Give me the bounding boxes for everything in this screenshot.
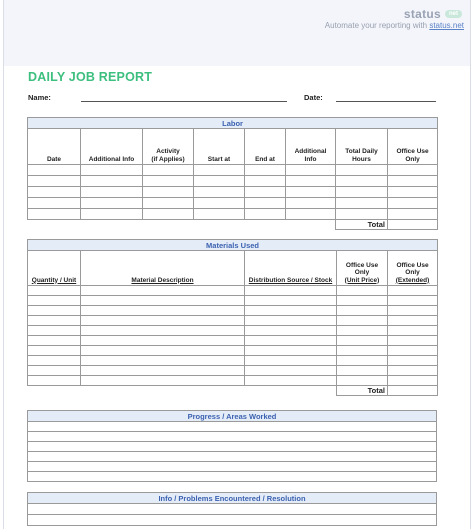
materials-cell[interactable] (28, 346, 81, 356)
date-field[interactable] (336, 101, 436, 102)
materials-row (28, 346, 438, 356)
materials-cell[interactable] (28, 376, 81, 386)
labor-cell[interactable] (286, 165, 336, 176)
labor-cell[interactable] (194, 198, 245, 209)
materials-header-row (28, 251, 438, 286)
materials-row (28, 356, 438, 366)
materials-cell[interactable] (81, 316, 245, 326)
materials-cell[interactable] (388, 356, 438, 366)
materials-table (27, 239, 438, 396)
materials-cell[interactable] (388, 296, 438, 306)
col-additional-info-2: Additional Info (286, 129, 336, 165)
materials-cell[interactable] (388, 346, 438, 356)
labor-header-row (28, 129, 438, 165)
materials-cell[interactable] (337, 366, 388, 376)
progress-cell[interactable] (28, 452, 437, 462)
col-description: Material Description (81, 251, 245, 286)
labor-cell[interactable] (245, 209, 286, 220)
labor-cell[interactable] (28, 209, 81, 220)
materials-cell[interactable] (28, 306, 81, 316)
labor-cell[interactable] (286, 198, 336, 209)
col-date: Date (28, 129, 81, 165)
materials-cell[interactable] (388, 306, 438, 316)
labor-cell[interactable] (245, 198, 286, 209)
labor-cell[interactable] (388, 176, 438, 187)
materials-row (28, 336, 438, 346)
progress-cell[interactable] (28, 432, 437, 442)
progress-cell[interactable] (28, 462, 437, 472)
labor-cell[interactable] (286, 176, 336, 187)
progress-rows (28, 422, 437, 482)
materials-cell[interactable] (245, 286, 337, 296)
labor-cell[interactable] (81, 176, 143, 187)
labor-cell[interactable] (28, 176, 81, 187)
materials-cell[interactable] (388, 326, 438, 336)
labor-cell[interactable] (194, 165, 245, 176)
materials-rows (28, 286, 438, 386)
materials-cell[interactable] (337, 316, 388, 326)
progress-row (28, 452, 437, 462)
labor-cell[interactable] (81, 165, 143, 176)
col-activity: Activity (if Applies) (143, 129, 194, 165)
materials-row (28, 376, 438, 386)
labor-section-title: Labor (28, 118, 438, 129)
info-table (27, 492, 437, 526)
labor-row (28, 176, 438, 187)
labor-row (28, 198, 438, 209)
materials-cell[interactable] (245, 326, 337, 336)
labor-cell[interactable] (336, 209, 388, 220)
report-title: DAILY JOB REPORT (28, 70, 153, 84)
col-office-unit-l2: Only (354, 269, 370, 277)
labor-cell[interactable] (286, 209, 336, 220)
labor-cell[interactable] (194, 209, 245, 220)
labor-row (28, 187, 438, 198)
progress-cell[interactable] (28, 422, 437, 432)
name-label: Name: (28, 93, 51, 102)
labor-cell[interactable] (194, 176, 245, 187)
materials-cell[interactable] (245, 376, 337, 386)
materials-row (28, 286, 438, 296)
labor-cell[interactable] (286, 187, 336, 198)
brand-logo[interactable] (404, 7, 462, 21)
labor-cell[interactable] (245, 176, 286, 187)
materials-total-cell[interactable] (388, 386, 438, 396)
materials-cell[interactable] (337, 376, 388, 386)
labor-cell[interactable] (28, 198, 81, 209)
labor-cell[interactable] (388, 198, 438, 209)
materials-cell[interactable] (337, 296, 388, 306)
name-field[interactable] (81, 101, 287, 102)
materials-cell[interactable] (81, 296, 245, 306)
labor-cell[interactable] (81, 198, 143, 209)
tagline-link[interactable]: status.net (429, 21, 464, 30)
materials-cell[interactable] (81, 346, 245, 356)
labor-cell[interactable] (143, 176, 194, 187)
col-start-at: Start at (194, 129, 245, 165)
progress-cell[interactable] (28, 442, 437, 452)
materials-cell[interactable] (337, 336, 388, 346)
col-office-unit (337, 251, 388, 286)
labor-cell[interactable] (388, 187, 438, 198)
materials-row (28, 366, 438, 376)
materials-cell[interactable] (28, 296, 81, 306)
materials-cell[interactable] (337, 286, 388, 296)
materials-cell[interactable] (245, 336, 337, 346)
labor-cell[interactable] (143, 198, 194, 209)
materials-cell[interactable] (81, 306, 245, 316)
progress-table (27, 410, 437, 482)
materials-section-title: Materials Used (28, 240, 438, 251)
labor-cell[interactable] (143, 209, 194, 220)
materials-cell[interactable] (28, 316, 81, 326)
materials-cell[interactable] (245, 366, 337, 376)
materials-cell[interactable] (81, 366, 245, 376)
col-office-ext-l3: (Extended) (395, 276, 430, 284)
brand-badge: net (445, 10, 462, 18)
info-rows (28, 504, 437, 526)
materials-cell[interactable] (81, 376, 245, 386)
materials-cell[interactable] (337, 326, 388, 336)
materials-row (28, 316, 438, 326)
progress-section-title: Progress / Areas Worked (28, 411, 437, 422)
materials-cell[interactable] (81, 326, 245, 336)
labor-table (27, 117, 438, 230)
materials-row (28, 306, 438, 316)
labor-rows (28, 165, 438, 220)
date-label: Date: (304, 93, 323, 102)
materials-cell[interactable] (28, 326, 81, 336)
labor-cell[interactable] (336, 198, 388, 209)
col-office-use: Office Use Only (388, 129, 438, 165)
labor-cell[interactable] (388, 165, 438, 176)
materials-row (28, 296, 438, 306)
materials-total-label: Total (337, 386, 388, 396)
col-office-ext-l2: Only (405, 269, 420, 277)
labor-cell[interactable] (388, 209, 438, 220)
col-office-extended (388, 251, 438, 286)
materials-cell[interactable] (81, 286, 245, 296)
materials-cell[interactable] (245, 316, 337, 326)
materials-row (28, 326, 438, 336)
materials-cell[interactable] (337, 306, 388, 316)
materials-cell[interactable] (388, 376, 438, 386)
col-quantity: Quantity / Unit (28, 251, 81, 286)
col-office-unit-l3: (Unit Price) (344, 276, 380, 284)
materials-cell[interactable] (245, 356, 337, 366)
labor-cell[interactable] (28, 187, 81, 198)
labor-cell[interactable] (245, 165, 286, 176)
labor-cell[interactable] (194, 187, 245, 198)
labor-cell[interactable] (245, 187, 286, 198)
progress-row (28, 442, 437, 452)
labor-cell[interactable] (336, 176, 388, 187)
col-office-ext-l1: Office Use (396, 261, 429, 269)
col-total-daily-hours: Total Daily Hours (336, 129, 388, 165)
brand-name: status (403, 7, 441, 21)
materials-cell[interactable] (28, 366, 81, 376)
col-office-unit-l1: Office Use (345, 261, 379, 269)
col-distribution: Distribution Source / Stock (245, 251, 337, 286)
info-row (28, 504, 437, 515)
materials-cell[interactable] (388, 336, 438, 346)
materials-cell[interactable] (245, 306, 337, 316)
materials-cell[interactable] (388, 366, 438, 376)
progress-row (28, 422, 437, 432)
col-end-at: End at (245, 129, 286, 165)
materials-cell[interactable] (81, 336, 245, 346)
info-cell[interactable] (28, 515, 437, 526)
progress-row (28, 472, 437, 482)
labor-cell[interactable] (336, 187, 388, 198)
labor-cell[interactable] (143, 187, 194, 198)
materials-cell[interactable] (245, 296, 337, 306)
tagline (325, 21, 464, 30)
materials-cell[interactable] (245, 346, 337, 356)
labor-total-cell[interactable] (388, 220, 438, 230)
materials-cell[interactable] (388, 286, 438, 296)
info-section-title: Info / Problems Encountered / Resolution (28, 493, 437, 504)
tagline-text: Automate your reporting with (324, 21, 428, 30)
materials-cell[interactable] (81, 356, 245, 366)
labor-total-label: Total (336, 220, 388, 230)
labor-cell[interactable] (81, 187, 143, 198)
materials-cell[interactable] (337, 346, 388, 356)
progress-row (28, 462, 437, 472)
labor-cell[interactable] (28, 165, 81, 176)
info-cell[interactable] (28, 504, 437, 515)
info-row (28, 515, 437, 526)
materials-cell[interactable] (337, 356, 388, 366)
materials-cell[interactable] (28, 286, 81, 296)
progress-cell[interactable] (28, 472, 437, 482)
labor-cell[interactable] (81, 209, 143, 220)
progress-row (28, 432, 437, 442)
materials-cell[interactable] (28, 336, 81, 346)
labor-cell[interactable] (143, 165, 194, 176)
labor-row (28, 165, 438, 176)
labor-cell[interactable] (336, 165, 388, 176)
labor-row (28, 209, 438, 220)
materials-cell[interactable] (28, 356, 81, 366)
materials-cell[interactable] (388, 316, 438, 326)
col-additional-info: Additional Info (81, 129, 143, 165)
